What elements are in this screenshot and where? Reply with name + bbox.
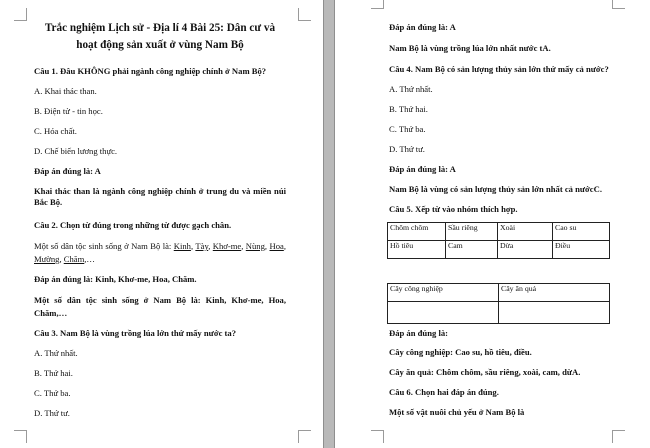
crop-mark (612, 0, 625, 9)
document-page-left (0, 0, 323, 448)
table-cell: Hồ tiêu (388, 241, 446, 259)
q3-option-b: B. Thứ hai. (34, 368, 73, 378)
table-cell: Điều (553, 241, 610, 259)
q2-separator: , (264, 241, 270, 251)
q4-option-c: C. Thứ ba. (389, 124, 426, 134)
q2-word-khome: Khơ-me (212, 241, 242, 251)
q3-answer: Đáp án đúng là: A (389, 22, 456, 32)
crop-mark (14, 8, 27, 21)
q1-option-d: D. Chế biến lương thực. (34, 146, 118, 156)
crop-mark (298, 8, 311, 21)
table-cell: Sầu riêng (446, 223, 498, 241)
q1-explanation: Khai thác than là ngành công nghiệp chính ở trung du và miền núi Bắc Bộ. (34, 186, 286, 207)
q1-answer: Đáp án đúng là: A (34, 166, 101, 176)
crop-mark (298, 430, 311, 443)
crop-mark (14, 430, 27, 443)
q5-industrial-answer: Cây công nghiệp: Cao su, hồ tiêu, điều. (389, 347, 532, 357)
q2-word-tay: Tày (195, 241, 209, 251)
q2-separator: , (208, 241, 213, 251)
table-cell: Chôm chôm (388, 223, 446, 241)
q2-sentence-start: Một số dân tộc sinh sống ở Nam Bộ là: (34, 241, 174, 251)
q1-option-b: B. Điện tử - tin học. (34, 106, 103, 116)
q2-explanation: Một số dân tộc sinh sống ở Nam Bộ là: Kinh, Khơ-me, Hoa, Chăm,… (34, 295, 286, 318)
crop-mark (371, 0, 384, 9)
table-row (388, 223, 610, 241)
table-row (388, 284, 610, 302)
q5-fruit-answer: Cây ăn quả: Chôm chôm, sầu riêng, xoài, cam, dừA. (389, 367, 581, 377)
page-title: Trắc nghiệm Lịch sử - Địa lí 4 Bài 25: Dân cư và hoạt động sản xuất ở vùng Nam Bộ (44, 22, 276, 51)
q6-prompt: Một số vật nuôi chủ yếu ở Nam Bộ là (389, 407, 525, 417)
table-header-cell: Cây công nghiệp (388, 284, 499, 302)
q2-word-muong: Mường (34, 254, 60, 264)
table-cell: Cao su (553, 223, 610, 241)
q2-answer: Đáp án đúng là: Kinh, Khơ-me, Hoa, Chăm. (34, 274, 197, 284)
q2-word-kinh: Kinh (173, 241, 191, 251)
q1-option-a: A. Khai thác than. (34, 86, 97, 96)
table-cell: Dừa (498, 241, 553, 259)
question-1: Câu 1. Đâu KHÔNG phải ngành công nghiệp chính ở Nam Bộ? (34, 66, 267, 76)
table-cell: Xoài (498, 223, 553, 241)
grouping-table (387, 283, 610, 324)
q4-option-d: D. Thứ tư. (389, 144, 425, 154)
q4-answer: Đáp án đúng là: A (389, 164, 456, 174)
question-3: Câu 3. Nam Bộ là vùng trồng lúa lớn thứ mấy nước ta? (34, 328, 236, 338)
q5-answer: Đáp án đúng là: (389, 328, 448, 338)
q4-option-a: A. Thứ nhất. (389, 84, 433, 94)
table-cell: Cam (446, 241, 498, 259)
question-5: Câu 5. Xếp từ vào nhóm thích hợp. (389, 204, 518, 214)
q3-option-c: C. Thứ ba. (34, 388, 71, 398)
table-cell (499, 302, 610, 324)
document-page-right (335, 0, 650, 448)
q1-option-c: C. Hóa chất. (34, 126, 77, 136)
question-2: Câu 2. Chọn từ đúng trong những từ được gạch chân. (34, 220, 232, 230)
crop-mark (371, 430, 384, 443)
q2-separator: ,… (84, 254, 96, 264)
q2-word-nung: Nùng (245, 241, 265, 251)
q2-separator: , (190, 241, 196, 251)
table-header-cell: Cây ăn quả (499, 284, 610, 302)
q3-explanation: Nam Bộ là vùng trồng lúa lớn nhất nước tA. (389, 43, 551, 53)
table-row (388, 302, 610, 324)
q2-word-cham: Chăm (63, 254, 85, 264)
q2-sentence (34, 240, 286, 266)
q3-option-a: A. Thứ nhất. (34, 348, 78, 358)
q3-option-d: D. Thứ tư. (34, 408, 70, 418)
q2-separator: , (241, 241, 246, 251)
crop-mark (612, 430, 625, 443)
question-4: Câu 4. Nam Bộ có sản lượng thủy sản lớn thứ mấy cả nước? (389, 64, 609, 74)
q2-separator: , (59, 254, 64, 264)
word-bank-table (387, 222, 610, 259)
question-6: Câu 6. Chọn hai đáp án đúng. (389, 387, 499, 397)
table-row (388, 241, 610, 259)
q4-explanation: Nam Bộ là vùng có sản lượng thủy sản lớn nhất cả nướcC. (389, 184, 602, 194)
table-cell (388, 302, 499, 324)
q2-word-hoa: Hoa (269, 241, 284, 251)
page-gap (323, 0, 335, 448)
q2-separator: , (283, 241, 286, 251)
q4-option-b: B. Thứ hai. (389, 104, 428, 114)
